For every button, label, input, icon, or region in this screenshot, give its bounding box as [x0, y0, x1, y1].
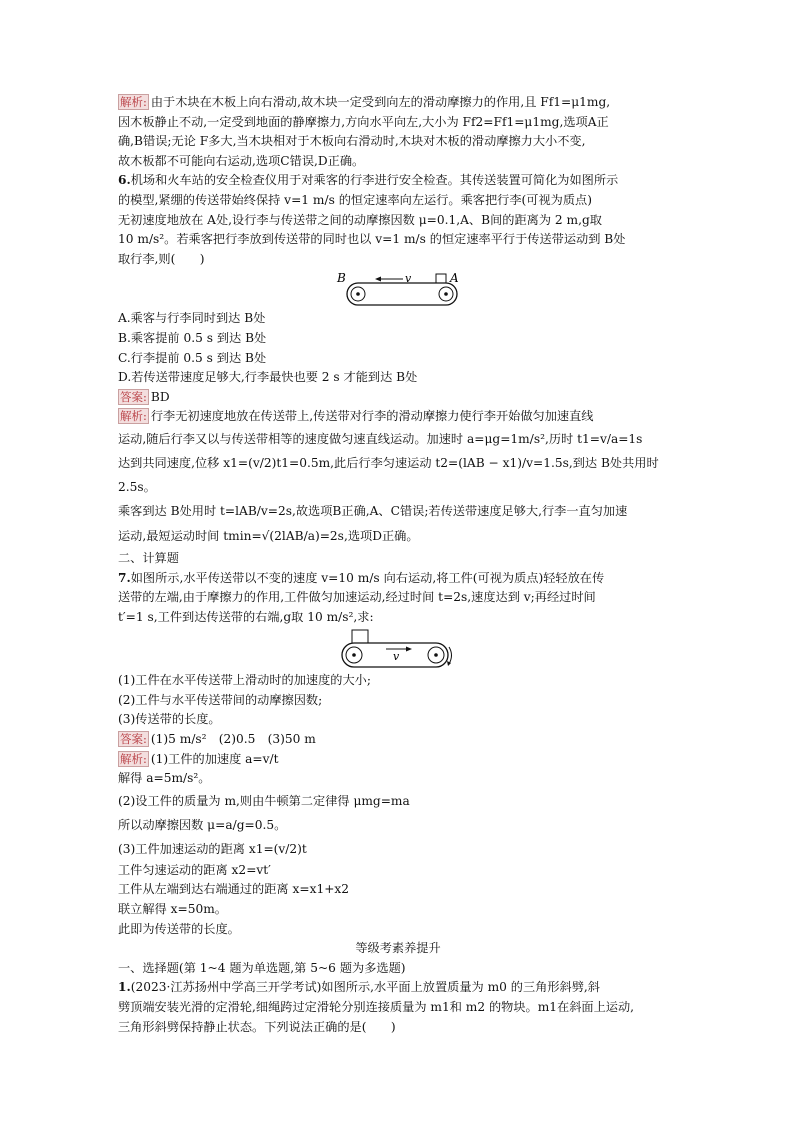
- q6-stem-line: 无初速度地放在 A处,设行李与传送带之间的动摩擦因数 μ=0.1,A、B间的距离为 2 m,g取: [118, 212, 602, 227]
- luggage-box: [436, 274, 446, 283]
- q6-stem-line: 6.机场和火车站的安全检查仪用于对乘客的行李进行安全检查。其传送装置可简化为如图所示: [118, 173, 619, 188]
- analysis-tag: 解析:: [120, 409, 147, 424]
- q5-analysis-line: 故木板都不可能向右运动,选项C错误,D正确。: [118, 153, 365, 168]
- q7-stem-line: 送带的左端,由于摩擦力的作用,工件做匀加速运动,经过时间 t=2s,速度达到 v;再经过时间: [118, 590, 596, 605]
- velocity-label: v: [405, 272, 412, 286]
- conveyor-belt-figure-q7: [338, 629, 458, 669]
- q6-analysis-line: 达到共同速度,位移 x1=(v/2)t1=0.5m,此后行李匀速运动 t2=(lAB − x1)/v=1.5s,到达 B处共用时 2.5s。: [118, 455, 659, 494]
- q6-option: C.行李提前 0.5 s 到达 B处: [118, 350, 267, 365]
- velocity-label: v: [393, 650, 400, 664]
- q7-subquestion: (1)工件在水平传送带上滑动时的加速度的大小;: [118, 673, 371, 688]
- q6-analysis-line: 乘客到达 B处用时 t=lAB/v=2s,故选项B正确,A、C错误;若传送带速度足够大,行李一直匀加速: [118, 503, 628, 518]
- q7-analysis-line: 解析: (1)工件的加速度 a=v/t: [120, 751, 279, 766]
- q7-subquestion: (3)传送带的长度。: [118, 712, 221, 727]
- q7-analysis-line: (2)设工件的质量为 m,则由牛顿第二定律得 μmg=ma: [118, 793, 410, 808]
- q6-analysis-line: 解析: 行李无初速度地放在传送带上,传送带对行李的滑动摩擦力使行李开始做匀加速直线: [120, 409, 594, 424]
- question-number: 7.: [118, 570, 131, 585]
- q7-stem-line: t′=1 s,工件到达传送带的右端,g取 10 m/s²,求:: [118, 609, 374, 624]
- q1-stem-line: 1.(2023·江苏扬州中学高三开学考试)如图所示,水平面上放置质量为 m0 的三角形斜劈,斜: [118, 980, 600, 995]
- document-page: [118, 93, 678, 1037]
- label-a: A: [450, 271, 459, 286]
- q7-analysis-line: 工件匀速运动的距离 x2=vt′: [118, 862, 271, 877]
- q7-analysis-line: 此即为传送带的长度。: [118, 921, 240, 936]
- q5-analysis-line: 确,B错误;无论 F多大,当木块相对于木板向右滑动时,木块对木板的滑动摩擦力大小不变,: [118, 134, 586, 149]
- question-number: 1.: [118, 980, 131, 995]
- q7-analysis-line: 所以动摩擦因数 μ=a/g=0.5。: [118, 817, 287, 832]
- q6-option: B.乘客提前 0.5 s 到达 B处: [118, 330, 267, 345]
- answer-tag: 答案:: [120, 732, 147, 747]
- q7-subquestion: (2)工件与水平传送带间的动摩擦因数;: [118, 692, 323, 707]
- section-heading-choice: 一、选择题(第 1~4 题为单选题,第 5~6 题为多选题): [118, 960, 406, 975]
- q5-analysis-line: 因木板静止不动,一定受到地面的静摩擦力,方向水平向左,大小为 Ff2=Ff1=μ1mg,选项A正: [118, 114, 609, 129]
- conveyor-belt-figure-q6: [333, 271, 463, 307]
- q6-stem-line: 的模型,紧绷的传送带始终保持 v=1 m/s 的恒定速率向左运行。乘客把行李(可视为质点): [118, 192, 592, 207]
- question-number: 6.: [118, 173, 131, 188]
- workpiece-box: [352, 630, 368, 643]
- q7-analysis-line: (3)工件加速运动的距离 x1=(v/2)t: [118, 841, 307, 856]
- section-heading-calc: 二、计算题: [118, 550, 179, 565]
- q5-analysis-line: 解析: 由于木块在木板上向右滑动,故木块一定受到向左的滑动摩擦力的作用,且 Ff1=μ1mg,: [120, 95, 611, 109]
- q6-option: D.若传送带速度足够大,行李最快也要 2 s 才能到达 B处: [118, 370, 418, 385]
- q7-analysis-line: 工件从左端到达右端通过的距离 x=x1+x2: [118, 882, 350, 897]
- belt: [347, 283, 457, 305]
- q7-stem-line: 7.如图所示,水平传送带以不变的速度 v=10 m/s 向右运动,将工件(可视为质点)轻轻放在传: [118, 570, 605, 585]
- q6-stem-line: 取行李,则( ): [118, 251, 205, 266]
- q6-analysis-line: 运动,最短运动时间 tmin=√(2lAB/a)=2s,选项D正确。: [118, 528, 419, 543]
- q7-answer: 答案: (1)5 m/s² (2)0.5 (3)50 m: [120, 732, 316, 747]
- q6-analysis-line: 运动,随后行李又以与传送带相等的速度做匀速直线运动。加速时 a=μg=1m/s²,历时 t1=v/a=1s: [118, 431, 643, 446]
- analysis-tag: 解析:: [120, 751, 147, 766]
- section-heading-level: 等级考素养提升: [355, 941, 441, 956]
- q7-analysis-line: 解得 a=5m/s²。: [118, 771, 211, 786]
- analysis-tag: 解析:: [120, 95, 147, 109]
- label-b: B: [337, 271, 346, 286]
- q7-analysis-line: 联立解得 x=50m。: [118, 902, 227, 917]
- q6-option: A.乘客与行李同时到达 B处: [118, 311, 266, 326]
- rotation-arrow: [449, 647, 452, 664]
- q1-stem-line: 三角形斜劈保持静止状态。下列说法正确的是( ): [118, 1019, 396, 1034]
- q6-stem-line: 10 m/s²。若乘客把行李放到传送带的同时也以 v=1 m/s 的恒定速率平行于传送带运动到 B处: [118, 232, 626, 247]
- q6-answer: 答案: BD: [120, 389, 170, 404]
- answer-tag: 答案:: [120, 389, 147, 404]
- q1-stem-line: 劈顶端安装光滑的定滑轮,细绳跨过定滑轮分别连接质量为 m1和 m2 的物块。m1在斜面上运动,: [118, 1000, 635, 1014]
